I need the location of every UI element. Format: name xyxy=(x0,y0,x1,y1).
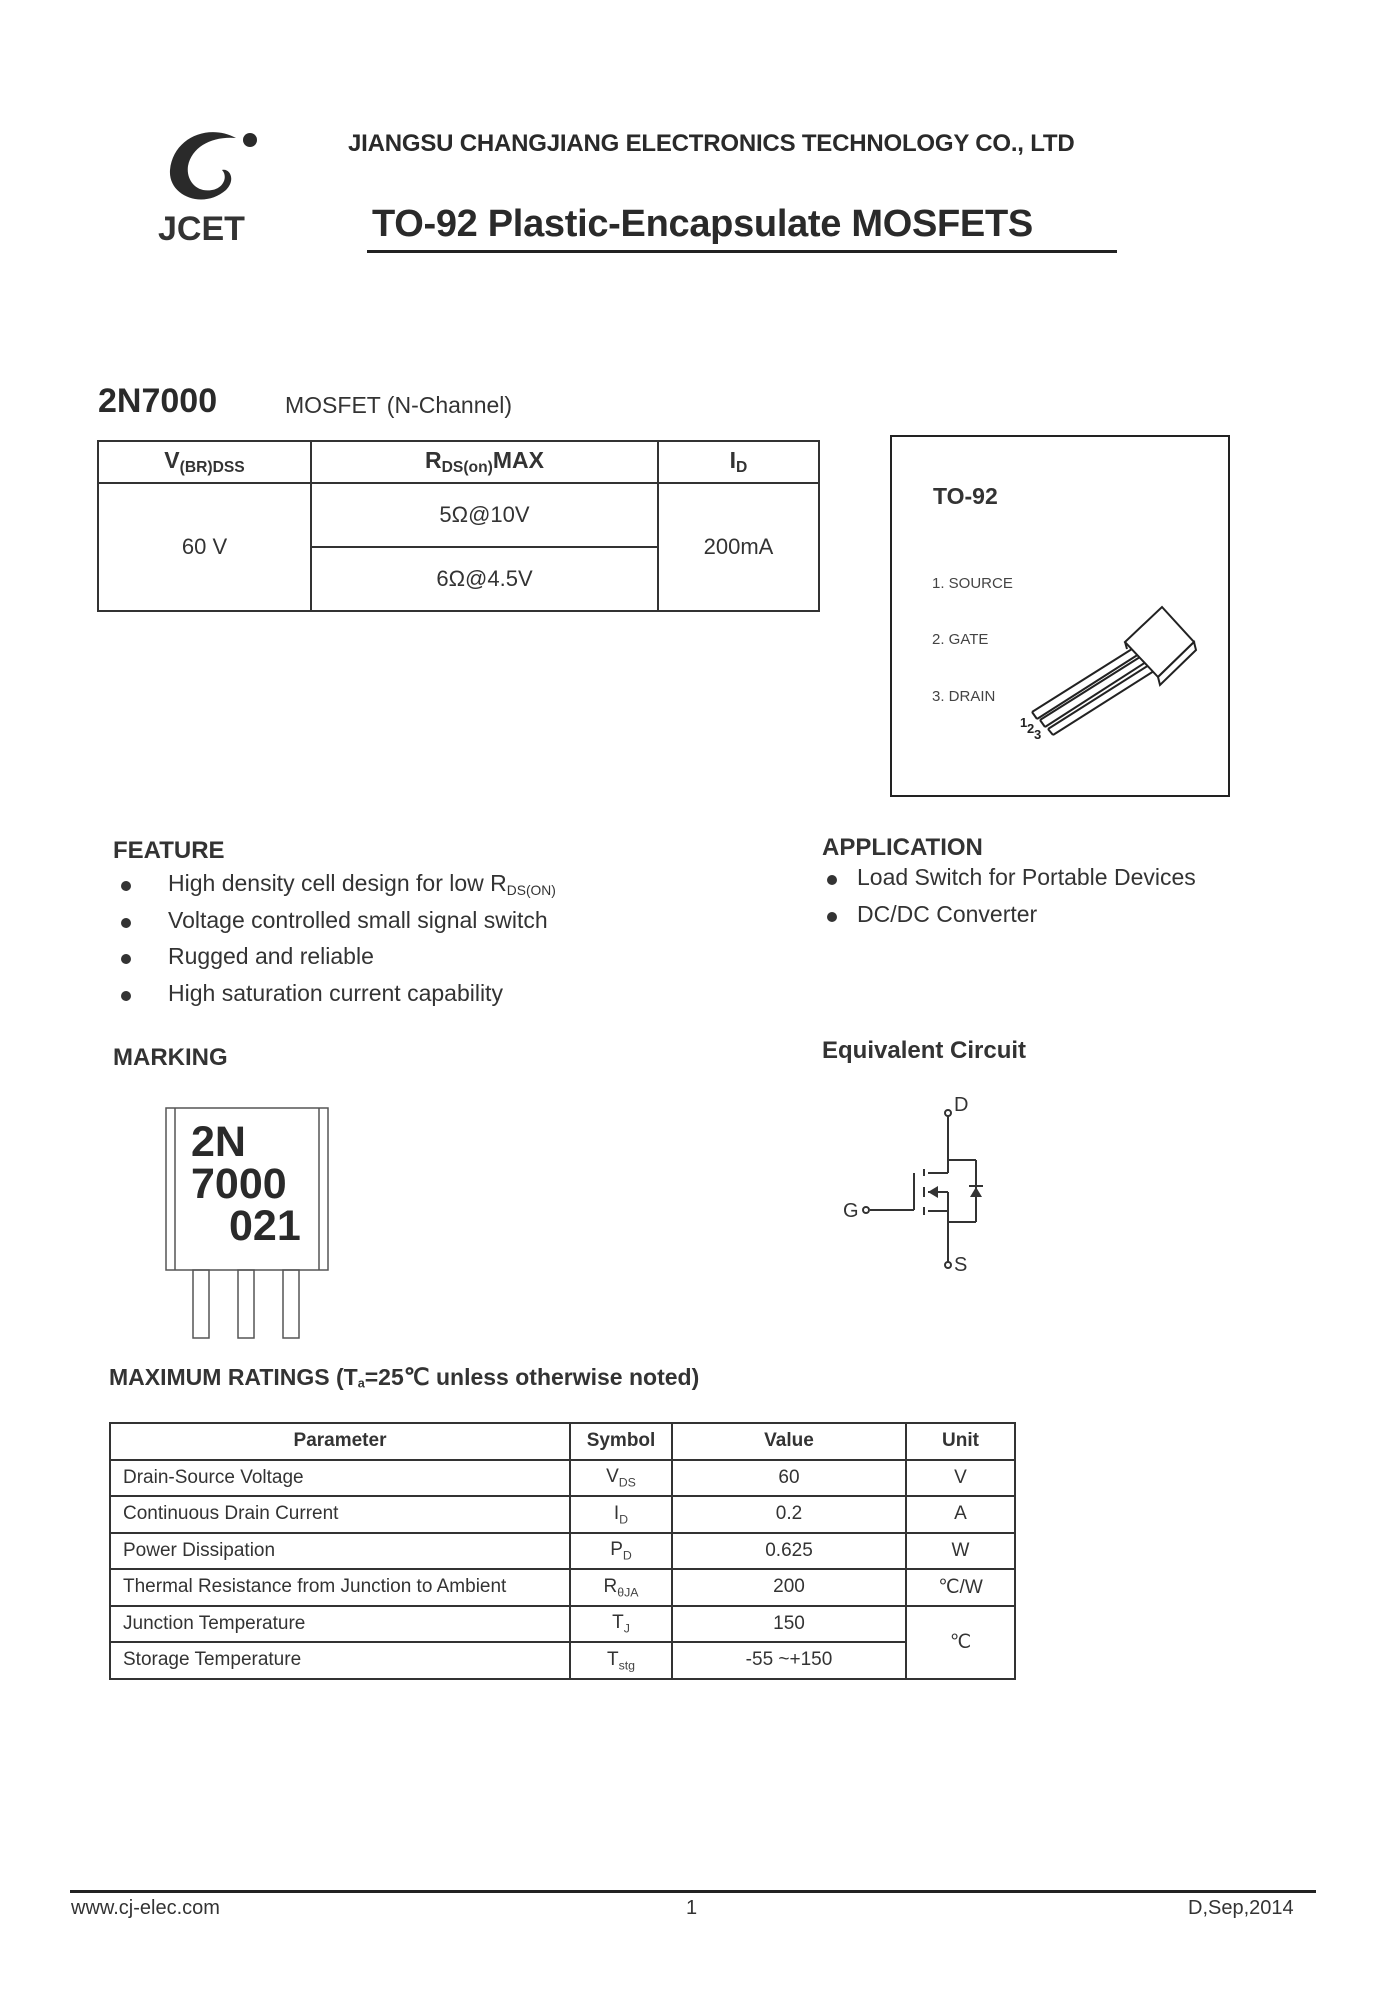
symbol-cell: $V_{DS}$ xyxy=(570,1460,672,1497)
equivalent-circuit-diagram xyxy=(840,1085,1000,1275)
bullet-icon xyxy=(121,991,131,1001)
table-row xyxy=(110,1460,1015,1497)
jcet-logo-icon xyxy=(158,118,268,208)
part-description: MOSFET (N-Channel) xyxy=(285,392,513,418)
company-name: JIANGSU CHANGJIANG ELECTRONICS TECHNOLOGY CO., LTD xyxy=(348,130,1075,157)
footer-url[interactable]: www.cj-elec.com xyxy=(71,1897,220,1919)
table-row xyxy=(110,1569,1015,1606)
pin-number-1: 1 xyxy=(1020,715,1028,730)
logo-text: JCET xyxy=(158,210,245,248)
table-row xyxy=(110,1606,1015,1643)
value-cell: 150 xyxy=(672,1606,906,1643)
pin-number-3: 3 xyxy=(1034,727,1042,742)
to92-package-icon xyxy=(1012,557,1222,747)
marking-heading: MARKING xyxy=(113,1044,228,1071)
ratings-heading: MAXIMUM RATINGS ($T_a=25℃$ unless otherwise noted) xyxy=(109,1364,700,1391)
header-vbrdss: $V_{(BR)DSS}$ xyxy=(98,441,311,483)
marking-text xyxy=(191,1118,301,1250)
symbol-cell: $P_D$ xyxy=(570,1533,672,1570)
rdson-value-10v: 5Ω@10V xyxy=(311,483,658,547)
value-cell: 0.625 xyxy=(672,1533,906,1570)
pin-number-2: 2 xyxy=(1027,721,1035,736)
ratings-table xyxy=(109,1422,1016,1680)
ratings-header-row xyxy=(110,1423,1015,1460)
package-box xyxy=(890,435,1230,797)
header-id: $I_D$ xyxy=(658,441,819,483)
summary-table xyxy=(97,440,820,612)
vbrdss-value: 60 V xyxy=(98,483,311,611)
unit-cell: V xyxy=(906,1460,1015,1497)
table-row xyxy=(110,1642,1015,1679)
parameter-cell: Storage Temperature xyxy=(110,1642,570,1679)
parameter-cell: Junction Temperature xyxy=(110,1606,570,1643)
unit-cell: ℃ xyxy=(906,1606,1015,1679)
revision-date: D,Sep,2014 xyxy=(1188,1897,1294,1919)
source-label: S xyxy=(954,1254,968,1275)
symbol-cell: $T_{stg}$ xyxy=(570,1642,672,1679)
value-cell: 200 xyxy=(672,1569,906,1606)
bullet-icon xyxy=(121,881,131,891)
bullet-icon xyxy=(827,912,837,922)
col-symbol: Symbol xyxy=(570,1423,672,1460)
symbol-cell: $R_{\theta JA}$ xyxy=(570,1569,672,1606)
value-cell: 0.2 xyxy=(672,1496,906,1533)
table-row xyxy=(110,1533,1015,1570)
part-number: 2N7000 xyxy=(98,382,218,420)
marking-line-3: 021 xyxy=(229,1202,301,1250)
id-value: 200mA xyxy=(658,483,819,611)
summary-header-row xyxy=(98,441,819,483)
symbol-cell: $I_D$ xyxy=(570,1496,672,1533)
unit-cell: ℃/W xyxy=(906,1569,1015,1606)
rdson-value-4v5: 6Ω@4.5V xyxy=(311,547,658,611)
marking-diagram xyxy=(163,1105,333,1340)
company-logo xyxy=(150,118,270,258)
equivalent-circuit-heading: Equivalent Circuit xyxy=(822,1037,1027,1064)
value-cell: 60 xyxy=(672,1460,906,1497)
marking-line-1: 2N xyxy=(191,1118,246,1166)
title-underline xyxy=(367,250,1117,253)
bullet-icon xyxy=(827,875,837,885)
pin-label-drain: 3. DRAIN xyxy=(932,688,996,705)
symbol-cell: $T_J$ xyxy=(570,1606,672,1643)
bullet-icon xyxy=(121,954,131,964)
col-unit: Unit xyxy=(906,1423,1015,1460)
footer-rule xyxy=(70,1890,1316,1893)
package-title: TO-92 xyxy=(933,483,998,509)
parameter-cell: Power Dissipation xyxy=(110,1533,570,1570)
header-rdson: $R_{DS(on)}MAX$ xyxy=(311,441,658,483)
parameter-cell: Continuous Drain Current xyxy=(110,1496,570,1533)
drain-label: D xyxy=(954,1094,969,1116)
gate-label: G xyxy=(843,1200,859,1222)
unit-cell: W xyxy=(906,1533,1015,1570)
value-cell: -55 ~+150 xyxy=(672,1642,906,1679)
page-number: 1 xyxy=(686,1897,698,1919)
pin-label-source: 1. SOURCE xyxy=(932,575,1013,592)
table-row xyxy=(110,1496,1015,1533)
marking-line-2: 7000 xyxy=(191,1160,287,1208)
bullet-icon xyxy=(121,918,131,928)
col-parameter: Parameter xyxy=(110,1423,570,1460)
document-title: TO-92 Plastic-Encapsulate MOSFETS xyxy=(372,203,1033,245)
summary-row xyxy=(98,483,819,547)
unit-cell: A xyxy=(906,1496,1015,1533)
application-heading: APPLICATION xyxy=(822,834,983,861)
mosfet-symbol-icon xyxy=(840,1085,1000,1275)
parameter-cell: Drain-Source Voltage xyxy=(110,1460,570,1497)
feature-heading: FEATURE xyxy=(113,837,225,864)
col-value: Value xyxy=(672,1423,906,1460)
parameter-cell: Thermal Resistance from Junction to Ambient xyxy=(110,1569,570,1606)
pin-label-gate: 2. GATE xyxy=(932,631,989,648)
